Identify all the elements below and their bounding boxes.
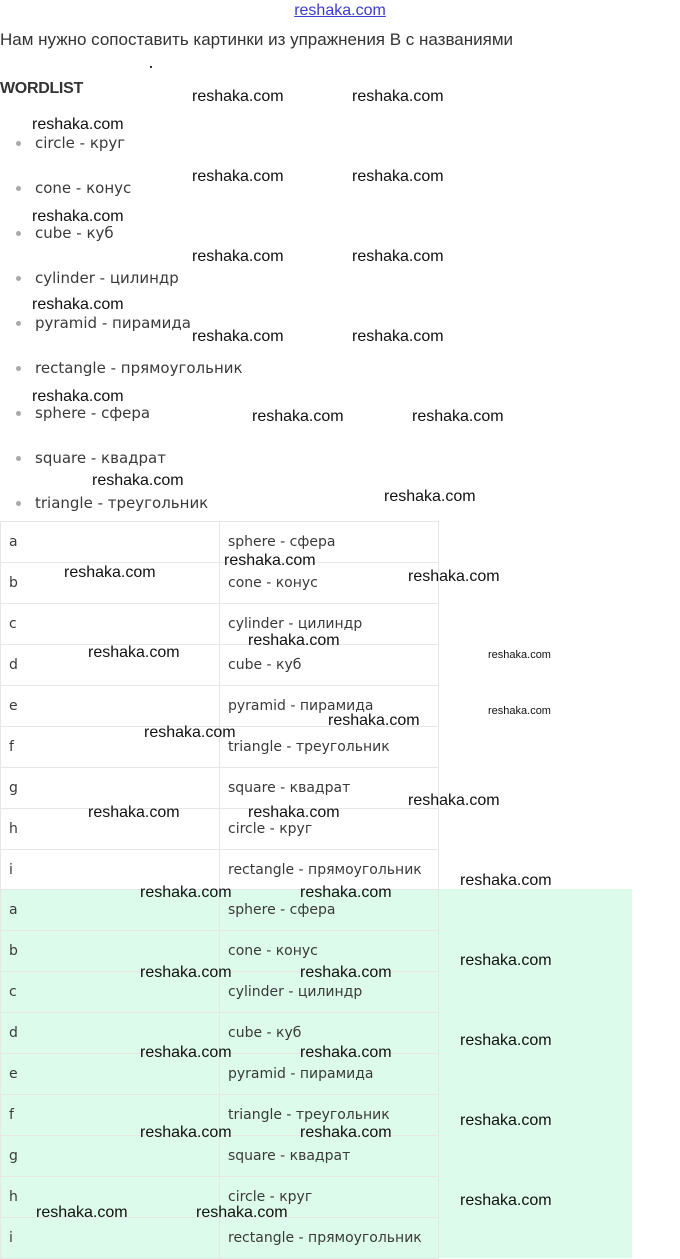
table-cell-word: circle - круг: [220, 1177, 439, 1218]
watermark: reshaka.com: [300, 1044, 392, 1061]
table-cell-letter: h: [1, 1177, 220, 1218]
table-row: [1, 604, 439, 645]
table-cell-letter: g: [1, 1136, 220, 1177]
list-item: [0, 449, 166, 467]
watermark: reshaka.com: [300, 964, 392, 981]
list-item-text: sphere - сфера: [35, 404, 151, 422]
watermark: reshaka.com: [144, 724, 236, 741]
table-cell-letter: b: [1, 563, 220, 604]
table-cell-letter: e: [1, 1054, 220, 1095]
stray-dot: [150, 66, 152, 68]
table-cell-letter: i: [1, 1218, 220, 1259]
list-item-text: circle - круг: [35, 134, 126, 152]
table-cell-letter: f: [1, 1095, 220, 1136]
list-item-text: cube - куб: [35, 224, 114, 242]
watermark: reshaka.com: [192, 88, 284, 105]
site-link[interactable]: reshaka.com: [294, 2, 386, 19]
list-item: [0, 224, 114, 242]
bullet-icon: [16, 321, 21, 326]
list-item: [0, 359, 243, 377]
watermark: reshaka.com: [140, 1124, 232, 1141]
watermark: reshaka.com: [412, 408, 504, 425]
bullet-icon: [16, 141, 21, 146]
bullet-icon: [16, 501, 21, 506]
table-row: [1, 645, 439, 686]
watermark: reshaka.com: [248, 632, 340, 649]
watermark: reshaka.com: [352, 248, 444, 265]
watermark: reshaka.com: [460, 1032, 552, 1049]
watermark: reshaka.com: [92, 472, 184, 489]
watermark: reshaka.com: [88, 804, 180, 821]
table-cell-word: square - квадрат: [220, 768, 439, 809]
table-cell-word: sphere - сфера: [220, 522, 439, 563]
watermark: reshaka.com: [352, 328, 444, 345]
table-cell-letter: g: [1, 768, 220, 809]
watermark: reshaka.com: [408, 792, 500, 809]
watermark: reshaka.com: [36, 1204, 128, 1221]
table-cell-word: cone - конус: [220, 931, 439, 972]
table-cell-letter: h: [1, 809, 220, 850]
table-cell-word: cube - куб: [220, 645, 439, 686]
list-item-text: cone - конус: [35, 179, 132, 197]
watermark: reshaka.com: [352, 88, 444, 105]
bullet-icon: [16, 456, 21, 461]
table-cell-word: cube - куб: [220, 1013, 439, 1054]
list-item: [0, 179, 131, 197]
table-cell-letter: e: [1, 686, 220, 727]
table-cell-word: cylinder - цилиндр: [220, 972, 439, 1013]
table-cell-letter: c: [1, 972, 220, 1013]
table-cell-letter: b: [1, 931, 220, 972]
watermark: reshaka.com: [328, 712, 420, 729]
watermark: reshaka.com: [408, 568, 500, 585]
watermark: reshaka.com: [300, 884, 392, 901]
list-item-text: triangle - треугольник: [35, 494, 209, 512]
watermark: reshaka.com: [140, 884, 232, 901]
table-row: [1, 768, 439, 809]
table-cell-word: sphere - сфера: [220, 890, 439, 931]
watermark: reshaka.com: [88, 644, 180, 661]
list-item: [0, 404, 150, 422]
list-item: [0, 314, 191, 332]
watermark: reshaka.com: [488, 649, 551, 661]
table-cell-word: cylinder - цилиндр: [220, 604, 439, 645]
watermark: reshaka.com: [32, 116, 124, 133]
watermark: reshaka.com: [196, 1204, 288, 1221]
bullet-icon: [16, 411, 21, 416]
watermark: reshaka.com: [64, 564, 156, 581]
table-cell-word: square - квадрат: [220, 1136, 439, 1177]
intro-text: Нам нужно сопоставить картинки из упражнения B с названиями: [0, 30, 514, 49]
watermark: reshaka.com: [460, 952, 552, 969]
list-item: [0, 269, 179, 287]
table-cell-letter: a: [1, 522, 220, 563]
watermark: reshaka.com: [460, 1192, 552, 1209]
watermark: reshaka.com: [460, 1112, 552, 1129]
table-cell-word: rectangle - прямоугольник: [220, 850, 439, 891]
watermark: reshaka.com: [140, 1044, 232, 1061]
table-row: [1, 522, 439, 563]
bullet-icon: [16, 231, 21, 236]
bullet-icon: [16, 276, 21, 281]
list-item-text: rectangle - прямоугольник: [35, 359, 243, 377]
watermark: reshaka.com: [192, 168, 284, 185]
table-cell-letter: a: [1, 890, 220, 931]
list-item-text: square - квадрат: [35, 449, 166, 467]
watermark: reshaka.com: [488, 705, 551, 717]
table-cell-word: cone - конус: [220, 563, 439, 604]
table-cell-word: pyramid - пирамида: [220, 1054, 439, 1095]
table-cell-letter: d: [1, 645, 220, 686]
table-cell-letter: f: [1, 727, 220, 768]
watermark: reshaka.com: [460, 872, 552, 889]
table-cell-word: triangle - треугольник: [220, 1095, 439, 1136]
table-row: [1, 1218, 439, 1259]
watermark: reshaka.com: [32, 388, 124, 405]
list-item: [0, 134, 125, 152]
bullet-icon: [16, 186, 21, 191]
table-cell-word: pyramid - пирамида: [220, 686, 439, 727]
watermark: reshaka.com: [352, 168, 444, 185]
watermark: reshaka.com: [384, 488, 476, 505]
table-cell-letter: c: [1, 604, 220, 645]
table-cell-word: rectangle - прямоугольник: [220, 1218, 439, 1259]
table-cell-word: triangle - треугольник: [220, 727, 439, 768]
list-item: [0, 494, 208, 512]
table-cell-letter: d: [1, 1013, 220, 1054]
watermark: reshaka.com: [248, 804, 340, 821]
watermark: reshaka.com: [300, 1124, 392, 1141]
wordlist-heading: WORDLIST: [0, 80, 83, 97]
list-item-text: pyramid - пирамида: [35, 314, 191, 332]
watermark: reshaka.com: [252, 408, 344, 425]
list-item-text: cylinder - цилиндр: [35, 269, 179, 287]
table-cell-letter: i: [1, 850, 220, 891]
table-row: [1, 809, 439, 850]
watermark: reshaka.com: [192, 328, 284, 345]
watermark: reshaka.com: [32, 208, 124, 225]
watermark: reshaka.com: [192, 248, 284, 265]
watermark: reshaka.com: [32, 296, 124, 313]
bullet-icon: [16, 366, 21, 371]
watermark: reshaka.com: [224, 552, 316, 569]
table-cell-word: circle - круг: [220, 809, 439, 850]
watermark: reshaka.com: [140, 964, 232, 981]
